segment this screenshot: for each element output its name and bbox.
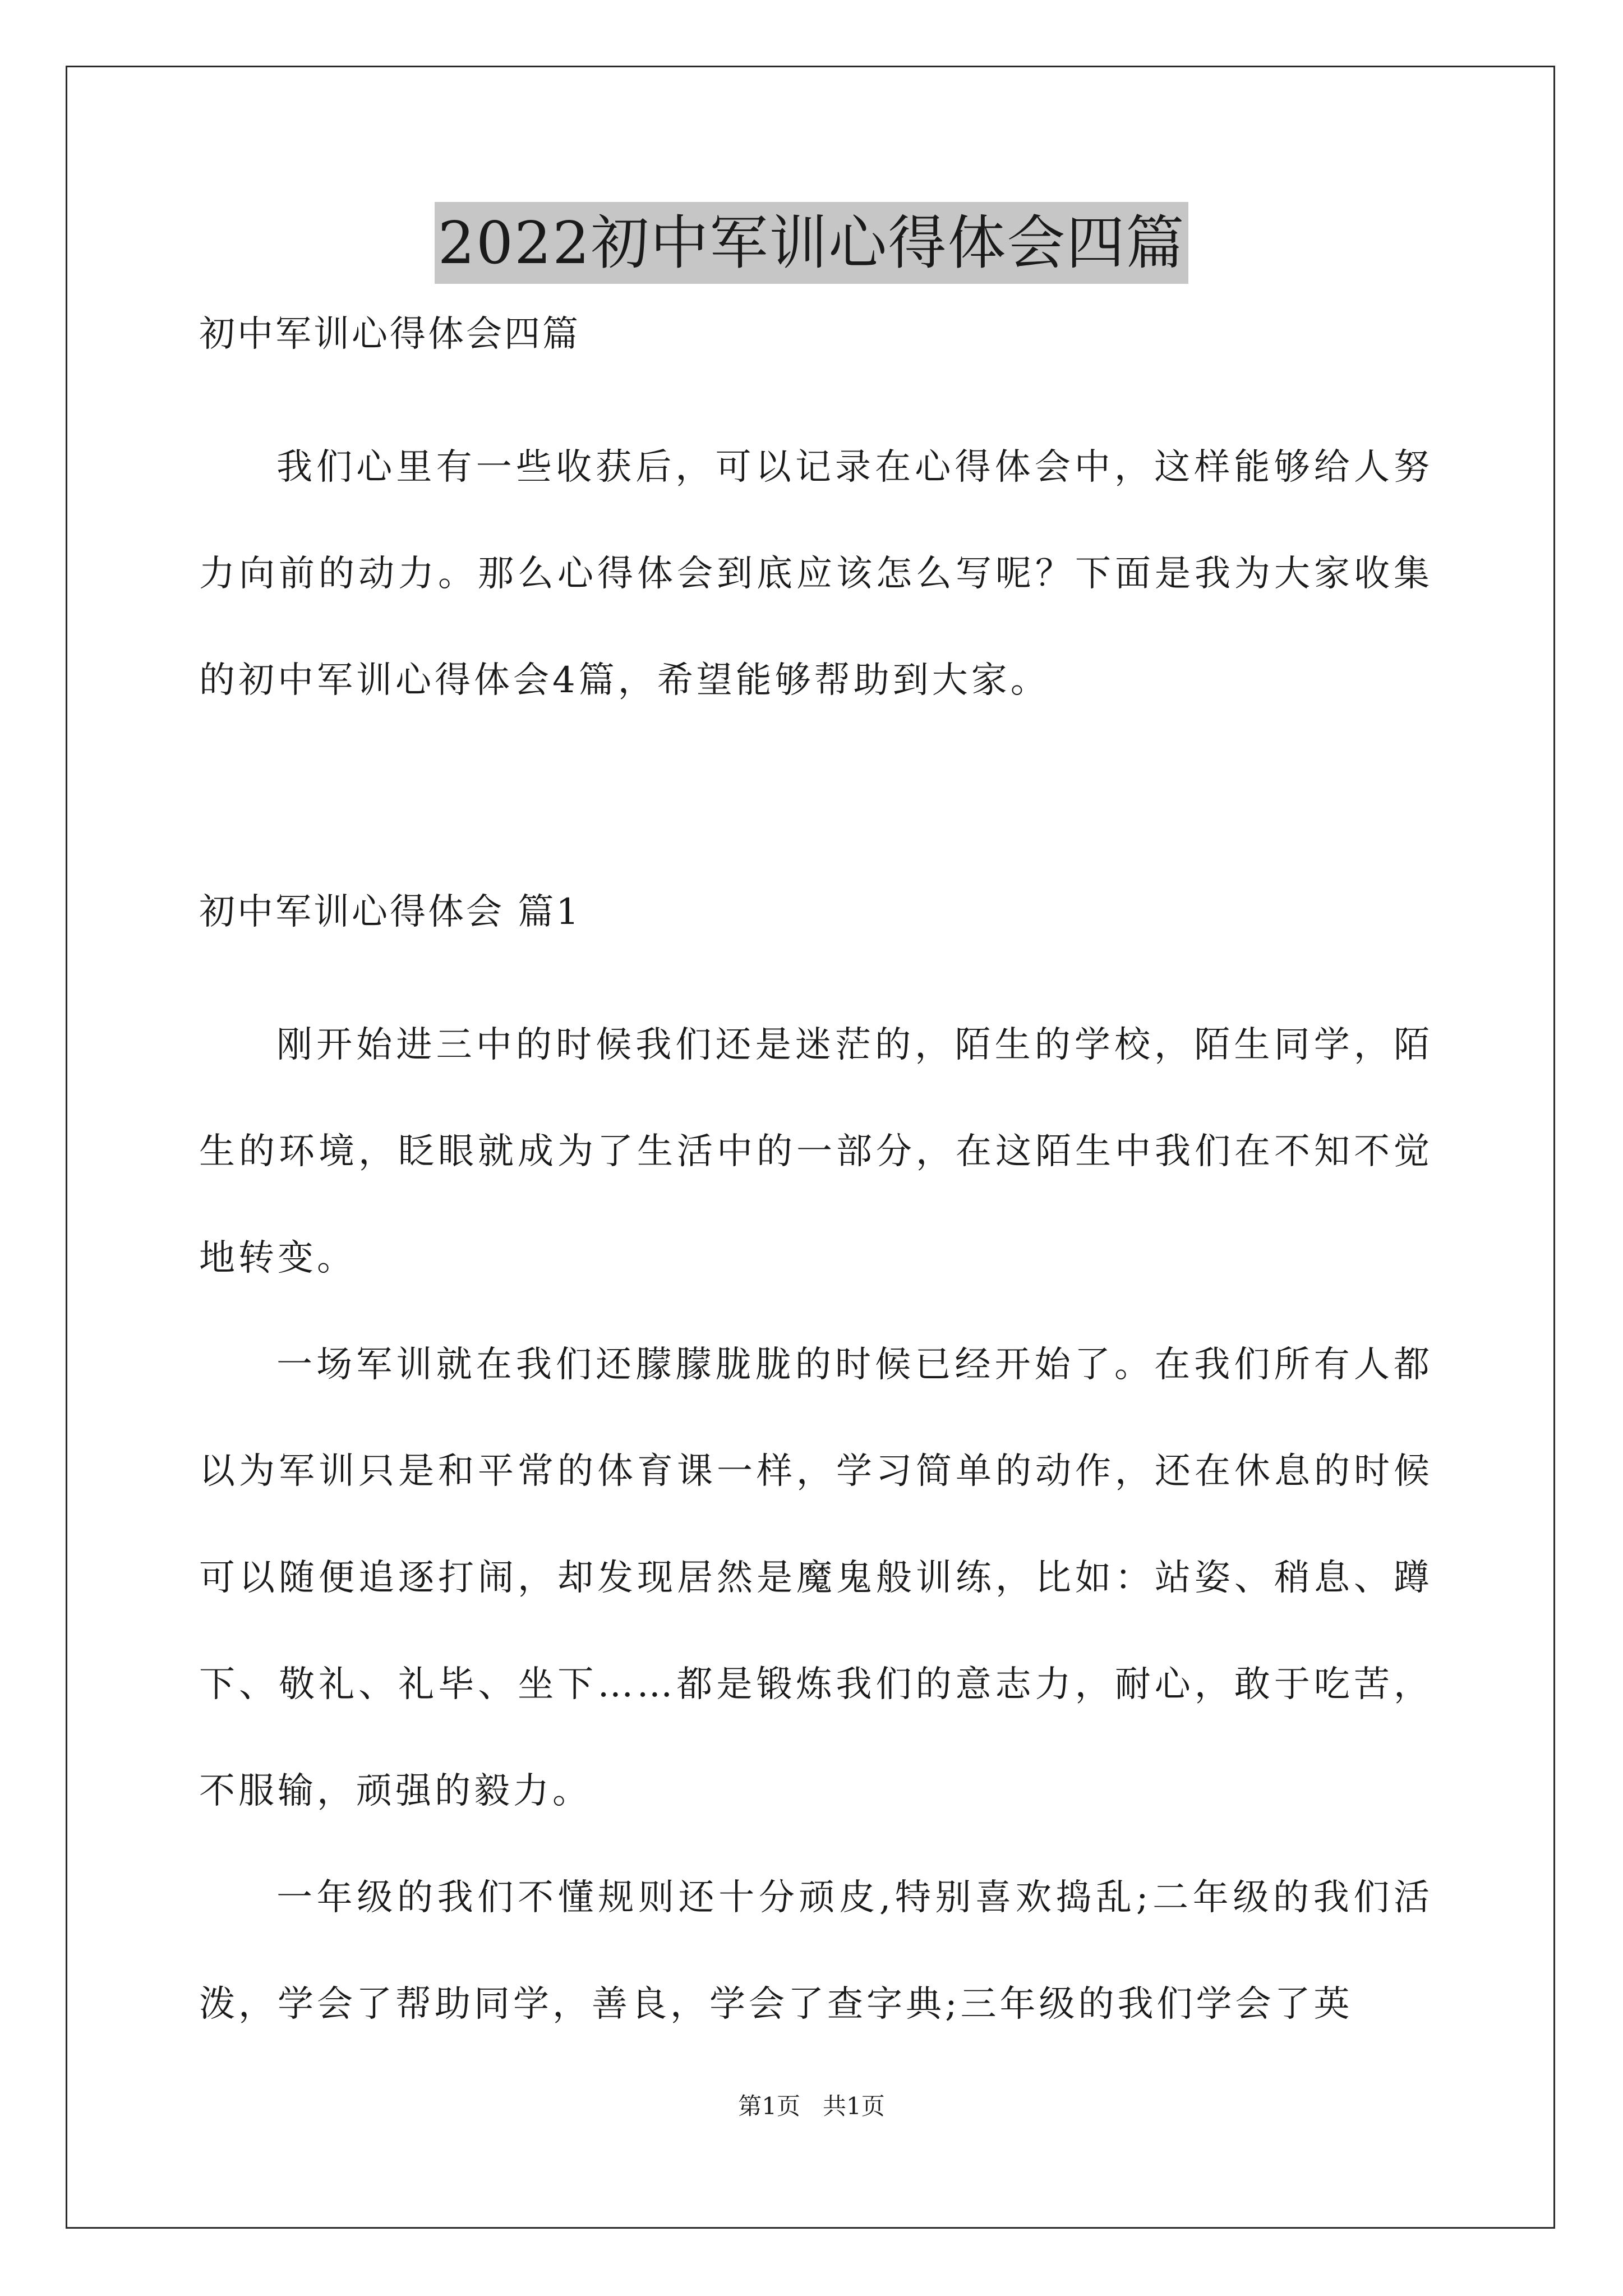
body-paragraph: 刚开始进三中的时候我们还是迷茫的，陌生的学校，陌生同学，陌生的环境，眨眼就成为了生活中的一部分，在这陌生中我们在不知不觉地转变。	[199, 1024, 1433, 1279]
body-paragraph: 一年级的我们不懂规则还十分顽皮,特别喜欢捣乱;二年级的我们活泼，学会了帮助同学，善良，学会了查字典;三年级的我们学会了英	[199, 1877, 1433, 2025]
page-footer: 第1页 共1页	[738, 2092, 885, 2120]
document-title: 2022初中军训心得体会四篇	[435, 202, 1189, 284]
title-container	[0, 202, 1623, 284]
document-subtitle: 初中军训心得体会四篇	[199, 314, 580, 355]
intro-paragraph: 我们心里有一些收获后，可以记录在心得体会中，这样能够给人努力向前的动力。那么心得体会到底应该怎么写呢？下面是我为大家收集的初中军训心得体会4篇，希望能够帮助到大家。	[199, 447, 1433, 701]
section-heading: 初中军训心得体会 篇1	[199, 891, 582, 933]
document-body	[199, 307, 1433, 2058]
body-paragraph: 一场军训就在我们还朦朦胧胧的时候已经开始了。在我们所有人都以为军训只是和平常的体育课一样，学习简单的动作，还在休息的时候可以随便追逐打闹，却发现居然是魔鬼般训练，比如：站姿、稍息、蹲下、敬礼、礼毕、坐下……都是锻炼我们的意志力，耐心，敢于吃苦，不服输，顽强的毅力。	[199, 1344, 1433, 1812]
